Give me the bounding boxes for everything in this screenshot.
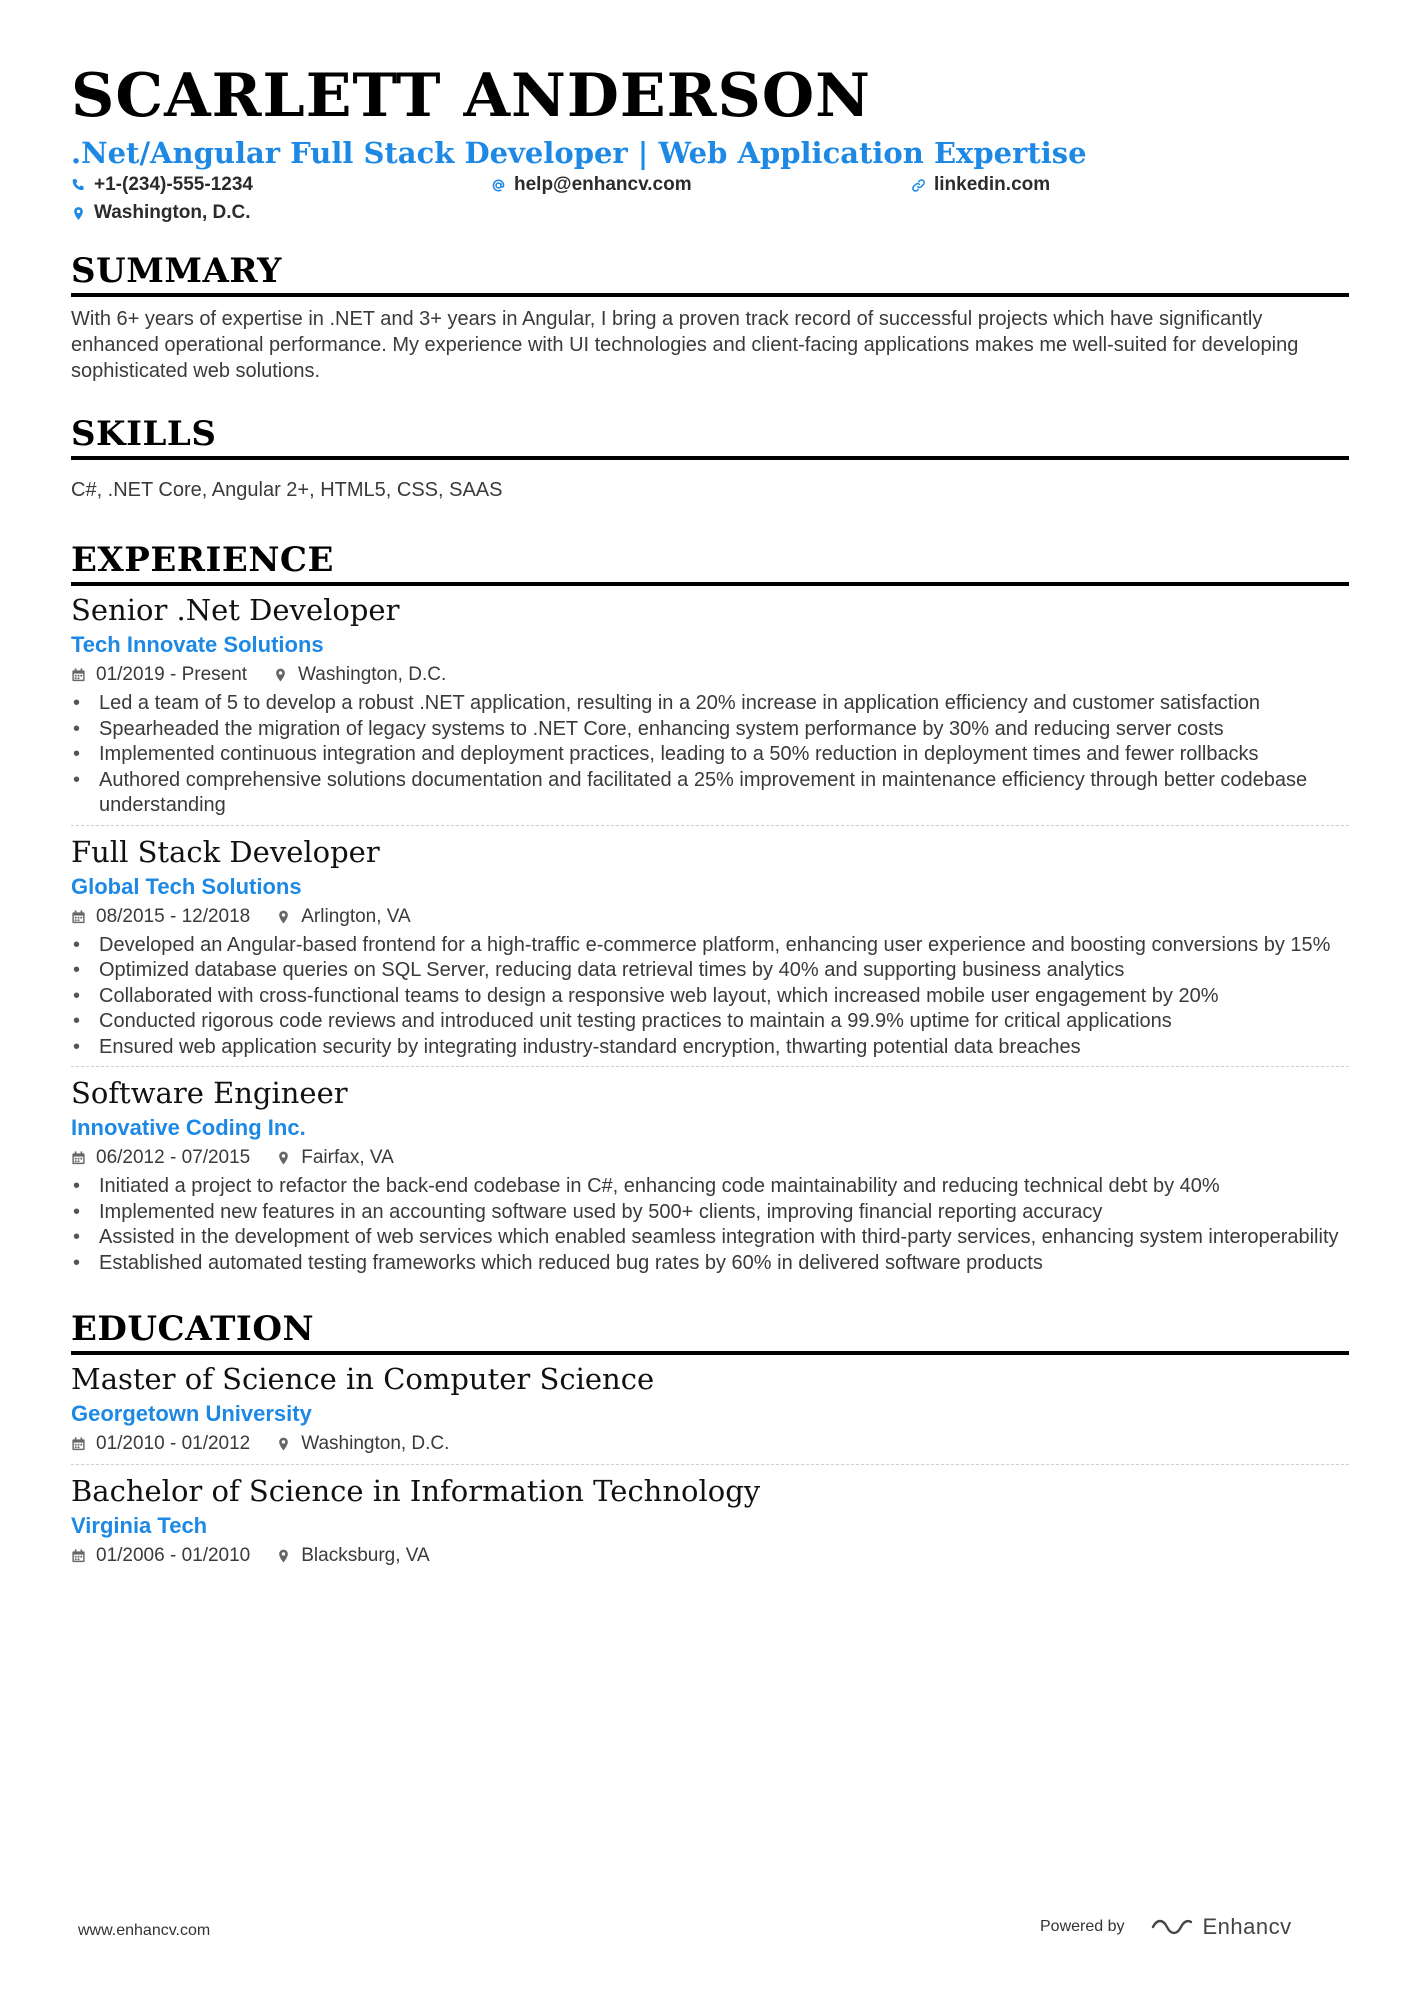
job-dates: 06/2012 - 07/2015 <box>71 1144 250 1172</box>
footer-branding <box>1040 1914 1292 1940</box>
brand-name: Enhancv <box>1202 1914 1292 1939</box>
location-pin-icon <box>276 1150 291 1166</box>
job-title: Software Engineer <box>71 1076 348 1110</box>
calendar-icon <box>71 1436 86 1452</box>
phone-text: +1-(234)-555-1234 <box>94 174 253 195</box>
list-item: • Implemented new features in an accounting software used by 500+ clients, improving financial reporting accuracy <box>71 1200 1349 1226</box>
education-dates: 01/2006 - 01/2010 <box>71 1542 250 1570</box>
job-dates: 01/2019 - Present <box>71 661 247 689</box>
company-name: Innovative Coding Inc. <box>71 1115 306 1140</box>
candidate-name: SCARLETT ANDERSON <box>71 61 871 131</box>
list-item: • Optimized database queries on SQL Server, reducing data retrieval times by 40% and supporting business analytics <box>71 958 1349 984</box>
company-name: Tech Innovate Solutions <box>71 632 324 657</box>
candidate-headline: .Net/Angular Full Stack Developer | Web Application Expertise <box>71 136 1087 170</box>
calendar-icon <box>71 1548 86 1564</box>
summary-title: SUMMARY <box>71 250 1349 297</box>
location-pin-icon <box>276 1548 291 1564</box>
contact-location <box>71 202 251 224</box>
email-text: help@enhancv.com <box>514 174 692 195</box>
summary-section <box>71 250 1349 384</box>
job-title: Senior .Net Developer <box>71 593 400 627</box>
list-item: • Implemented continuous integration and deployment practices, leading to a 50% reduction in deployment times and fewer rollbacks <box>71 742 1349 768</box>
education-title: EDUCATION <box>71 1308 1349 1355</box>
education-location: Blacksburg, VA <box>276 1542 429 1570</box>
summary-text: With 6+ years of expertise in .NET and 3+ years in Angular, I bring a proven track record of successful projects which have significantly enhanced operational performance. My experience with UI technologies and client-facing applications makes me well-suited for developing sophisticated web solutions. <box>71 308 1299 382</box>
list-item: • Assisted in the development of web services which enabled seamless integration with third-party services, enhancing system interoperability <box>71 1225 1349 1251</box>
education-meta <box>71 1430 1349 1458</box>
footer-website[interactable]: www.enhancv.com <box>78 1922 211 1939</box>
skills-section <box>71 413 1349 503</box>
education-section <box>71 1308 1349 1576</box>
brand-logo[interactable] <box>1149 1914 1292 1940</box>
experience-section <box>71 539 1349 1282</box>
experience-entry <box>71 825 1349 1067</box>
skills-title: SKILLS <box>71 413 1349 460</box>
linkedin-text: linkedin.com <box>934 174 1051 195</box>
list-item: • Led a team of 5 to develop a robust .NET application, resulting in a 20% increase in application efficiency and customer satisfaction <box>71 691 1349 717</box>
experience-entry <box>71 586 1349 825</box>
education-entry <box>71 1464 1349 1576</box>
experience-title: EXPERIENCE <box>71 539 1349 586</box>
education-location: Washington, D.C. <box>276 1430 449 1458</box>
contact-phone[interactable] <box>71 174 253 196</box>
job-meta <box>71 1144 1349 1172</box>
calendar-icon <box>71 667 86 683</box>
location-pin-icon <box>273 667 288 683</box>
calendar-icon <box>71 1150 86 1166</box>
list-item: • Collaborated with cross-functional teams to design a responsive web layout, which increased mobile user engagement by 20% <box>71 984 1349 1010</box>
list-item: • Authored comprehensive solutions documentation and facilitated a 25% improvement in maintenance efficiency through better codebase understanding <box>71 768 1349 819</box>
company-name: Global Tech Solutions <box>71 873 302 899</box>
job-location: Arlington, VA <box>276 903 410 931</box>
enhancv-logo-icon <box>1149 1915 1195 1939</box>
location-pin-icon <box>276 1436 291 1452</box>
job-location: Fairfax, VA <box>276 1144 394 1172</box>
contact-info <box>71 174 1349 232</box>
resume-content <box>71 58 1349 1576</box>
job-title: Full Stack Developer <box>71 834 380 869</box>
education-meta <box>71 1542 1349 1570</box>
phone-icon <box>71 178 86 193</box>
job-bullets <box>71 1174 1349 1276</box>
education-entry <box>71 1355 1349 1464</box>
contact-linkedin[interactable] <box>911 174 1050 196</box>
contact-email[interactable] <box>491 174 692 196</box>
job-meta <box>71 661 1349 689</box>
list-item: • Conducted rigorous code reviews and introduced unit testing practices to maintain a 99.9% uptime for critical applications <box>71 1009 1349 1035</box>
resume-header <box>71 58 1349 232</box>
education-dates: 01/2010 - 01/2012 <box>71 1430 250 1458</box>
location-pin-icon <box>276 909 291 925</box>
job-dates: 08/2015 - 12/2018 <box>71 903 250 931</box>
location-text: Washington, D.C. <box>94 202 251 223</box>
job-meta <box>71 903 1349 931</box>
list-item: • Ensured web application security by integrating industry-standard encryption, thwarting potential data breaches <box>71 1035 1349 1061</box>
job-bullets <box>71 933 1349 1061</box>
link-icon <box>911 178 926 193</box>
degree-title: Master of Science in Computer Science <box>71 1362 655 1396</box>
degree-title: Bachelor of Science in Information Technology <box>71 1474 761 1508</box>
list-item: • Developed an Angular-based frontend for a high-traffic e-commerce platform, enhancing user experience and boosting conversions by 15% <box>71 933 1349 959</box>
job-bullets <box>71 691 1349 819</box>
powered-by-label: Powered by <box>1040 1918 1125 1935</box>
school-name: Georgetown University <box>71 1401 312 1426</box>
skills-text: C#, .NET Core, Angular 2+, HTML5, CSS, SAAS <box>71 479 503 501</box>
experience-entry <box>71 1066 1349 1282</box>
job-location: Washington, D.C. <box>273 661 446 689</box>
calendar-icon <box>71 909 86 925</box>
at-icon <box>491 178 506 193</box>
list-item: • Established automated testing frameworks which reduced bug rates by 60% in delivered software products <box>71 1251 1349 1277</box>
list-item: • Spearheaded the migration of legacy systems to .NET Core, enhancing system performance by 30% and reducing server costs <box>71 717 1349 743</box>
list-item: • Initiated a project to refactor the back-end codebase in C#, enhancing code maintainability and reducing technical debt by 40% <box>71 1174 1349 1200</box>
school-name: Virginia Tech <box>71 1513 208 1538</box>
location-pin-icon <box>71 206 86 221</box>
